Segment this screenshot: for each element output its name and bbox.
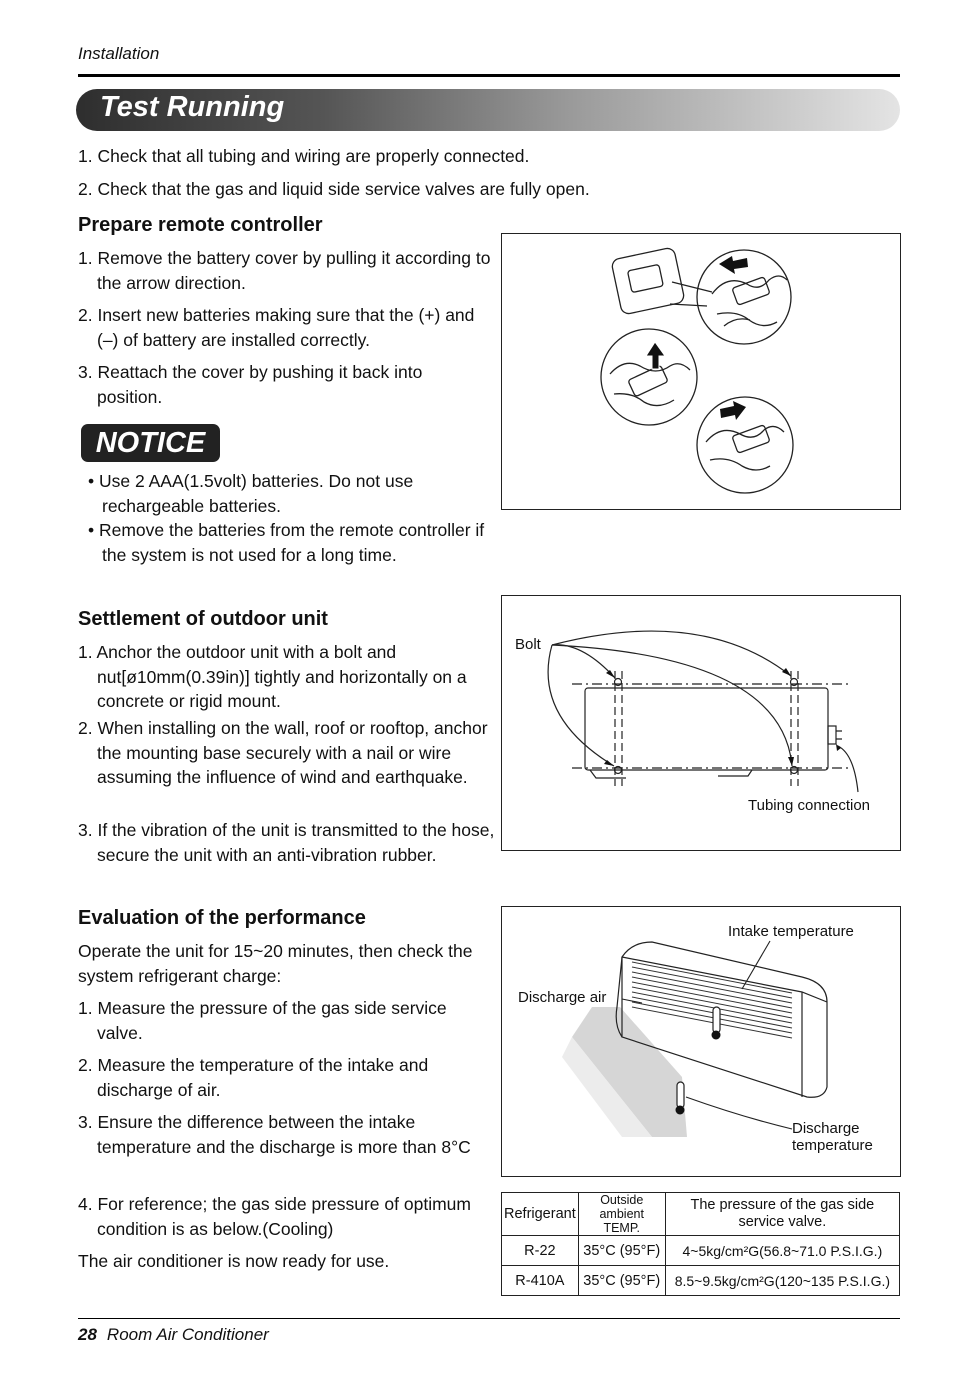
remote-step-1: 1. Remove the battery cover by pulling it according to the arrow direction. — [78, 248, 491, 293]
table-cell: 35°C (95°F) — [578, 1236, 665, 1266]
section-label: Installation — [78, 44, 160, 63]
tubing-connection-label: Tubing connection — [748, 797, 871, 814]
settlement-step-3: 3. If the vibration of the unit is transmitted to the hose, secure the unit with an anti-vibration rubber. — [78, 820, 495, 865]
table-header-cell: The pressure of the gas side service valve. — [665, 1193, 899, 1236]
pressure-table — [501, 1192, 900, 1296]
discharge-temperature-label-2: temperature — [792, 1137, 873, 1154]
bolt-label: Bolt — [515, 636, 541, 653]
table-header-cell: Refrigerant — [502, 1193, 579, 1236]
discharge-air-label: Discharge air — [518, 989, 607, 1006]
closing-text: The air conditioner is now ready for use. — [78, 1251, 390, 1271]
table-row — [502, 1266, 900, 1296]
intro-step-1: 1. Check that all tubing and wiring are properly connected. — [78, 146, 530, 166]
table-cell: 8.5~9.5kg/cm²G(120~135 P.S.I.G.) — [665, 1266, 899, 1296]
table-cell: 35°C (95°F) — [578, 1266, 665, 1296]
intake-temperature-label: Intake temperature — [728, 923, 854, 940]
outdoor-unit-figure — [501, 595, 901, 851]
remote-figure — [501, 233, 901, 510]
settlement-step-1: 1. Anchor the outdoor unit with a bolt and nut[ø10mm(0.39in)] tightly and horizontally on a concrete or rigid mount. — [78, 642, 467, 711]
settlement-step-2: 2. When installing on the wall, roof or rooftop, anchor the mounting base securely with a nail or wire assuming the influence of wind and earthquake. — [78, 718, 488, 787]
indoor-unit-figure — [501, 906, 901, 1177]
notice-bullet-2: • Remove the batteries from the remote controller if the system is not used for a long time. — [88, 520, 485, 565]
table-cell: R-410A — [502, 1266, 579, 1296]
table-row — [502, 1236, 900, 1266]
notice-label: NOTICE — [95, 427, 206, 459]
table-header-cell: Outside ambient TEMP. — [578, 1193, 665, 1236]
settlement-heading: Settlement of outdoor unit — [78, 608, 328, 630]
footer — [78, 1325, 269, 1345]
intro-step-2: 2. Check that the gas and liquid side service valves are fully open. — [78, 179, 590, 199]
top-rule — [78, 74, 900, 77]
remote-battery-illustration — [502, 234, 900, 509]
remote-step-2: 2. Insert new batteries making sure that the (+) and (–) of battery are installed correctly. — [78, 305, 475, 350]
notice-bullet-1: • Use 2 AAA(1.5volt) batteries. Do not use rechargeable batteries. — [88, 471, 414, 516]
discharge-temperature-label: Discharge — [792, 1120, 860, 1137]
table-header-row — [502, 1193, 900, 1236]
evaluation-intro: Operate the unit for 15~20 minutes, then check the system refrigerant charge: — [78, 941, 473, 986]
evaluation-heading: Evaluation of the performance — [78, 907, 366, 929]
evaluation-step-3: 3. Ensure the difference between the intake temperature and the discharge is more than 8°C — [78, 1112, 471, 1157]
evaluation-step-1: 1. Measure the pressure of the gas side service valve. — [78, 998, 447, 1043]
page-title: Test Running — [100, 91, 285, 123]
remote-step-3: 3. Reattach the cover by pushing it back into position. — [78, 362, 423, 407]
evaluation-step-4: 4. For reference; the gas side pressure of optimum condition is as below.(Cooling) — [78, 1194, 471, 1239]
table-cell: R-22 — [502, 1236, 579, 1266]
table-cell: 4~5kg/cm²G(56.8~71.0 P.S.I.G.) — [665, 1236, 899, 1266]
evaluation-step-2: 2. Measure the temperature of the intake and discharge of air. — [78, 1055, 429, 1100]
footer-title: Room Air Conditioner — [106, 1325, 269, 1344]
page-number: 28 — [78, 1325, 97, 1344]
bottom-rule — [78, 1318, 900, 1319]
remote-heading: Prepare remote controller — [78, 214, 323, 236]
